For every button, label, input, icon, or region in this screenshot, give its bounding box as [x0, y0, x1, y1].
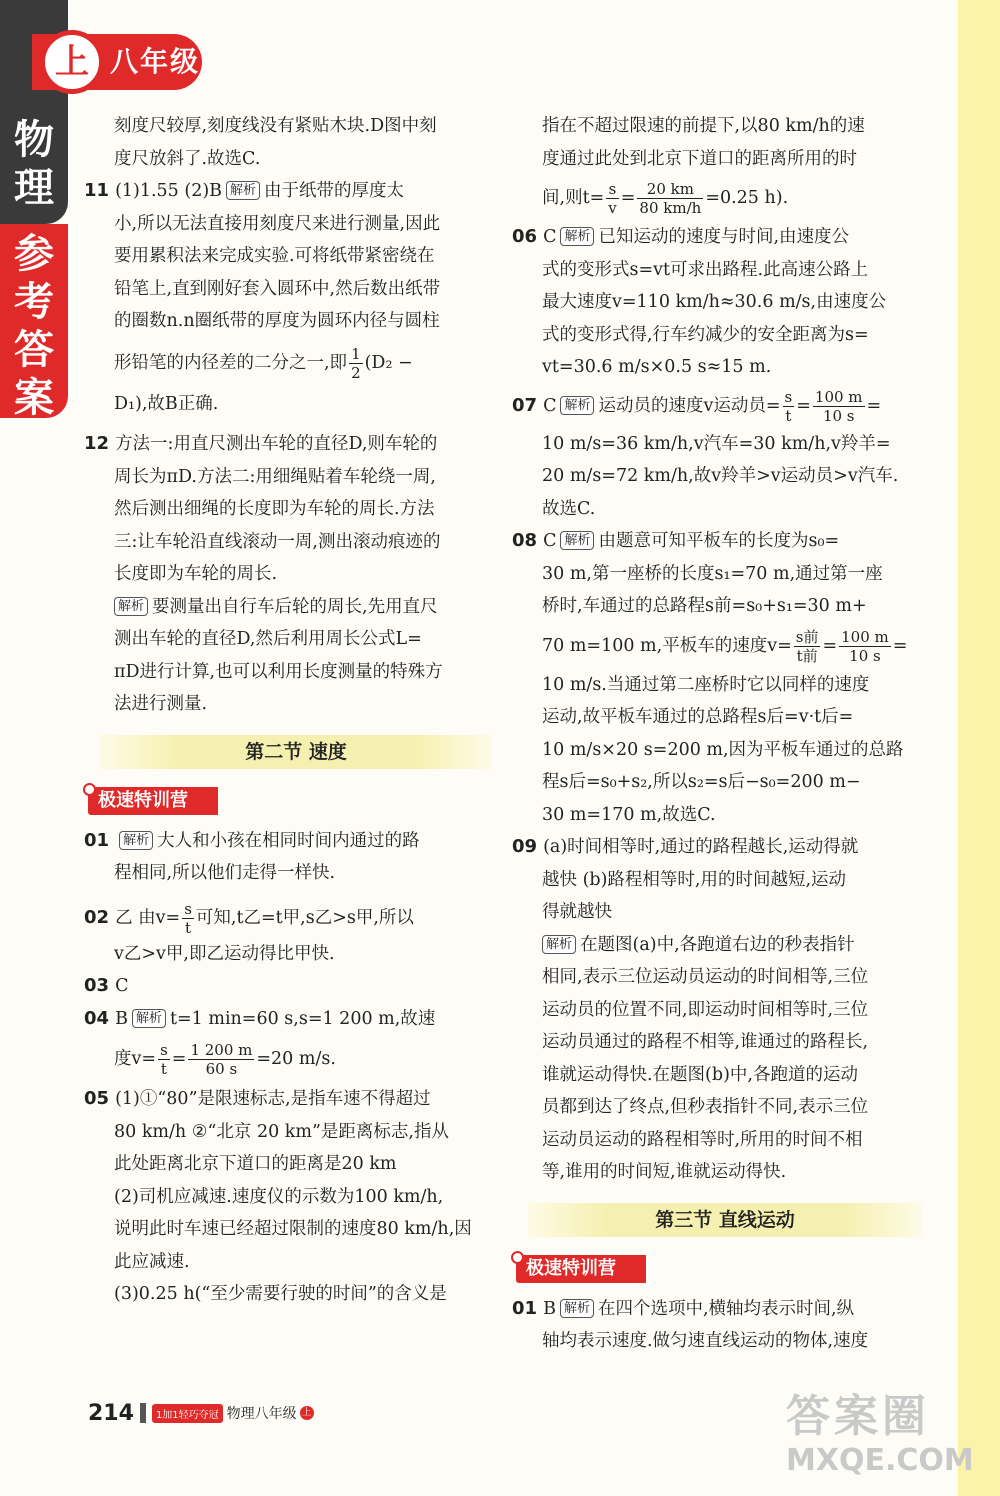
analysis-tag: 解析 [560, 531, 594, 550]
text-line: 运动员通过的路程不相等,谁通过的路程长, [542, 1032, 869, 1052]
page-edge-strip [958, 0, 1000, 1496]
text-line: 周长为πD.方法二:用细绳贴着车轮绕一周, [114, 466, 436, 487]
text-line: 铅笔上,直到刚好套入圆环中,然后数出纸带 [114, 278, 441, 299]
text-line: 解析 在题图(a)中,各跑道右边的秒表指针 [512, 929, 922, 962]
text-line: 此处距离北京下道口的距离是20 km [114, 1154, 397, 1174]
text-line: 得就越快 [542, 902, 612, 922]
text-line: 的圈数n.n圈纸带的厚度为圆环内径与圆柱 [114, 311, 440, 331]
fraction: $\frac{20 km}{80 km/h}$ [639, 180, 702, 217]
text-line: 等,谁用的时间短,谁就运动得快. [542, 1162, 787, 1182]
right-column [512, 110, 922, 1358]
text-line: 法进行测量. [114, 694, 208, 714]
answer-04: 04 B 解析 t=1 min=60 s,s=1 200 m,故速 [84, 1007, 436, 1029]
analysis-tag: 解析 [542, 935, 576, 954]
text-line: 30 m=170 m,故选C. [542, 804, 716, 825]
answer-09: 09 (a)时间相等时,通过的路程越长,运动得就 [512, 836, 859, 857]
text-line: 相同,表示三位运动员运动的时间相等,三位 [542, 967, 869, 987]
text-line: 说明此时车速已经超过限制的速度80 km/h,因 [114, 1219, 472, 1239]
analysis-tag: 解析 [226, 181, 260, 200]
subject-label [12, 116, 56, 212]
text-line: vt=30.6 m/s×0.5 s≈15 m. [542, 357, 772, 377]
analysis-tag: 解析 [114, 597, 148, 616]
practice-banner: 极速特训营 [88, 787, 218, 815]
watermark-url: MXQE.COM [786, 1443, 974, 1478]
text-line: 运动员运动的路程相等时,所用的时间不相 [542, 1129, 863, 1150]
divider [140, 1403, 146, 1423]
page-number: 214 [88, 1400, 134, 1426]
text-line: 运动员的位置不同,即运动时间相等时,三位 [542, 999, 869, 1020]
text-line: 形铅笔的内径差的二分之一,即 $\frac{1}{2}$ (D₂ − [114, 344, 413, 382]
text-line: 轴均表示速度.做匀速直线运动的物体,速度 [542, 1331, 869, 1351]
text-line: 三:让车轮沿直线滚动一周,测出滚动痕迹的 [114, 531, 441, 552]
fraction: $\frac{s}{t}$ [160, 1041, 168, 1078]
analysis-tag: 解析 [119, 831, 153, 850]
fraction: $\frac{1 200 m}{60 s}$ [190, 1041, 253, 1078]
volume-dot: 上 [300, 1406, 314, 1420]
series-tag: 1加1轻巧夺冠 [152, 1404, 223, 1423]
text-line: 越快 (b)路程相等时,用的时间越短,运动 [542, 869, 847, 890]
book-title: 物理八年级 [226, 1406, 297, 1422]
analysis-tag: 解析 [560, 1299, 594, 1318]
answer-08: 08 C 解析 由题意可知平板车的长度为s₀= [512, 530, 840, 551]
answer-05: 05 (1)①“80”是限速标志,是指车速不得超过 [84, 1088, 431, 1109]
answer-label [12, 230, 56, 422]
fraction: $\frac{100 m}{10 s}$ [814, 387, 863, 425]
answer-char: 答 [14, 327, 54, 373]
section-heading: 第三节 直线运动 [528, 1203, 922, 1237]
text-line: 故选C. [542, 498, 596, 519]
text-line: 员都到达了终点,但秒表指针不同,表示三位 [542, 1097, 869, 1117]
text-line: 80 km/h ②“北京 20 km”是距离标志,指从 [114, 1121, 449, 1142]
text-line: 指在不超过限速的前提下,以80 km/h的速 [542, 116, 865, 136]
answer-06: 06 C 解析 已知运动的速度与时间,由速度公 [512, 226, 850, 247]
text-line: 程相同,所以他们走得一样快. [114, 863, 336, 883]
answer-07: 07 C 解析 运动员的速度v运动员= $\frac{s}{t}$ = $\frac{100 m}{10 s}$ = [512, 387, 882, 425]
text-line: 20 m/s=72 km/h,故v羚羊>v运动员>v汽车. [542, 466, 899, 486]
text-line: 刻度尺较厚,刻度线没有紧贴木块.D图中刻 [114, 116, 437, 136]
answer-char: 参 [14, 231, 54, 277]
answer-char: 案 [14, 375, 54, 421]
answer-02: 02 乙 由v= $\frac{s}{t}$ 可知,t乙=t甲,s乙>s甲,所以 [84, 899, 414, 937]
text-line: 70 m=100 m,平板车的速度v= $\frac{\text{s前}}{\text{t前}}$ = $\frac{100 m}{10 s}$ = [542, 627, 908, 665]
text-line: 解析 要测量出自行车后轮的周长,先用直尺 [84, 591, 492, 624]
text-line: 小,所以无法直接用刻度尺来进行测量,因此 [114, 213, 441, 234]
text-line: D₁),故B正确. [114, 393, 219, 414]
fraction: $\frac{\text{s前}}{\text{t前}}$ [795, 627, 819, 665]
practice-banner: 极速特训营 [516, 1255, 646, 1283]
subject-char: 物 [14, 117, 54, 163]
volume-badge: 上 [40, 30, 104, 94]
text-line: 30 m,第一座桥的长度s₁=70 m,通过第一座 [542, 563, 883, 584]
text-line: 运动,故平板车通过的总路程s后=v·t后= [542, 707, 854, 727]
answer-11: 11 (1)1.55 (2)B 解析 由于纸带的厚度太 [84, 180, 405, 201]
fraction: $\frac{100 m}{10 s}$ [841, 627, 889, 665]
text-line: 长度即为车轮的周长. [114, 564, 278, 584]
subject-char: 理 [14, 165, 54, 211]
left-column [84, 110, 492, 1311]
answer-01: 01 解析 大人和小孩在相同时间内通过的路 [84, 829, 420, 851]
text-line: 10 m/s=36 km/h,v汽车=30 km/h,v羚羊= [542, 433, 891, 454]
text-line: 桥时,车通过的总路程s前=s₀+s₁=30 m+ [542, 596, 867, 616]
text-line: 测出车轮的直径D,然后利用周长公式L= [114, 629, 422, 649]
watermark-logo: 答案圈 [786, 1391, 930, 1442]
analysis-tag: 解析 [132, 1009, 166, 1028]
text-line: 度v= $\frac{s}{t}$ = $\frac{1 200 m}{60 s}$ =20 m/s. [114, 1041, 336, 1078]
text-line: 10 m/s.当通过第二座桥时它以同样的速度 [542, 674, 870, 695]
text-line: 间,则t= $\frac{s}{v}$ = $\frac{20 km}{80 km/h}$ =0.25 h). [542, 180, 789, 217]
text-line: (2)司机应减速.速度仪的示数为100 km/h, [114, 1186, 444, 1207]
text-line: 然后测出细绳的长度即为车轮的周长.方法 [114, 499, 435, 519]
text-line: 程s后=s₀+s₂,所以s₂=s后−s₀=200 m− [542, 772, 861, 792]
text-line: 最大速度v=110 km/h≈30.6 m/s,由速度公 [542, 292, 887, 312]
answer-3-01: 01 B 解析 在四个选项中,横轴均表示时间,纵 [512, 1297, 855, 1319]
section-heading: 第二节 速度 [100, 735, 492, 769]
answer-12: 12 方法一:用直尺测出车轮的直径D,则车轮的 [84, 433, 438, 454]
analysis-tag: 解析 [560, 227, 594, 246]
analysis-tag: 解析 [560, 396, 594, 415]
text-line: 式的变形式得,行车约减少的安全距离为s= [542, 324, 869, 345]
watermark [786, 1390, 986, 1486]
text-line: 度尺放斜了.故选C. [114, 148, 261, 169]
fraction: $\frac{s}{t}$ [184, 899, 192, 937]
fraction: $\frac{s}{v}$ [608, 180, 617, 217]
text-line: 10 m/s×20 s=200 m,因为平板车通过的总路 [542, 739, 904, 760]
text-line: 谁就运动得快.在题图(b)中,各跑道的运动 [542, 1064, 858, 1085]
page-footer [88, 1400, 314, 1426]
text-line: 要用累积法来完成实验.可将纸带紧密绕在 [114, 246, 435, 266]
fraction: $\frac{1}{2}$ [351, 344, 361, 382]
text-line: (3)0.25 h(“至少需要行驶的时间”的含义是 [114, 1284, 447, 1304]
text-line: πD进行计算,也可以利用长度测量的特殊方 [114, 661, 443, 682]
text-line: 此应减速. [114, 1251, 190, 1272]
fraction: $\frac{s}{t}$ [784, 387, 793, 425]
text-line: v乙>v甲,即乙运动得比甲快. [114, 943, 335, 964]
text-line: 度通过此处到北京下道口的距离所用的时 [542, 148, 857, 169]
answer-03: 03 C [84, 975, 129, 996]
grade-label: 八年级 [110, 45, 201, 78]
text-line: 式的变形式s=vt可求出路程.此高速公路上 [542, 259, 869, 280]
answer-char: 考 [14, 279, 54, 325]
